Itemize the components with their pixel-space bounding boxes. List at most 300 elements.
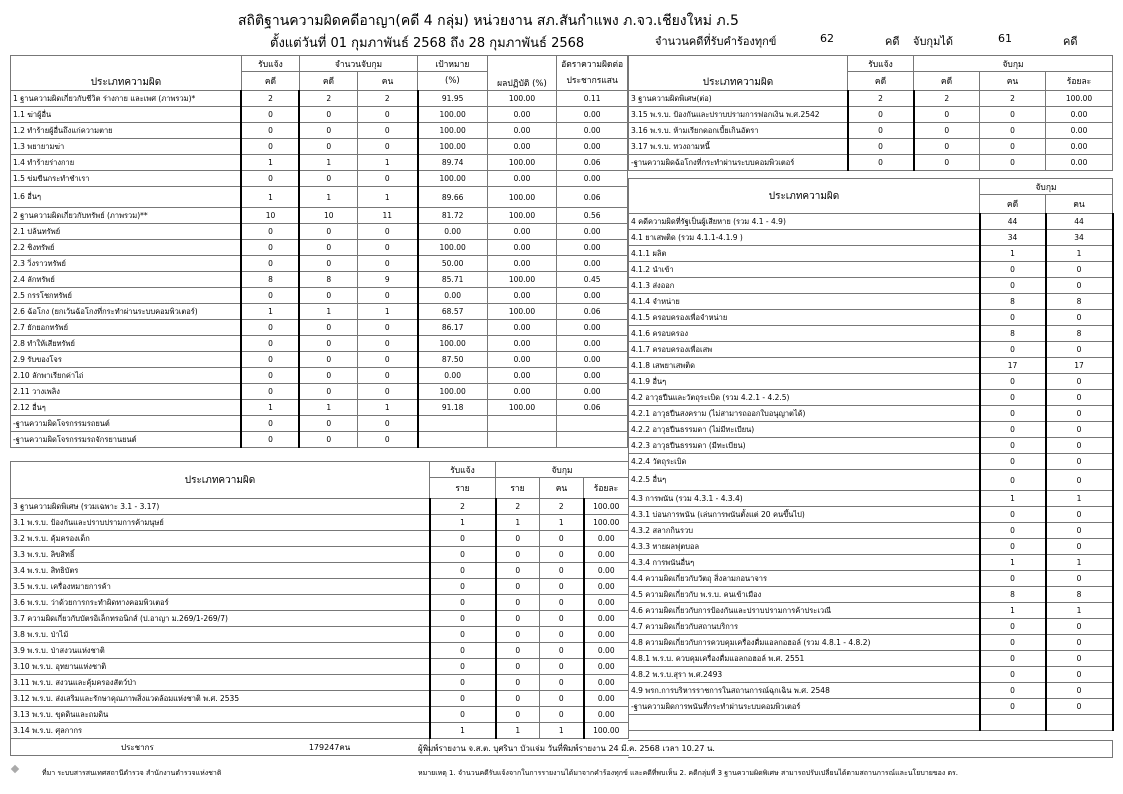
table-row <box>629 390 1113 406</box>
offense-label: 3.14 พ.ร.บ. ศุลกากร <box>11 723 430 739</box>
target-percent: 100.00 <box>418 123 488 139</box>
arrest-percent: 0.00 <box>584 691 629 707</box>
reported-cases: 0 <box>241 352 299 368</box>
arrested-cases: 0 <box>980 342 1046 358</box>
col-reported: รับแจ้ง <box>241 56 299 72</box>
arrested-cases: 2 <box>914 91 980 107</box>
offense-label: 3.17 พ.ร.บ. ทวงถามหนี้ <box>629 139 848 155</box>
table-row <box>629 262 1113 278</box>
arrested-persons: 0 <box>980 155 1046 171</box>
arrest-percent: 0.00 <box>584 547 629 563</box>
offense-label: 4.2 อาวุธปืนและวัตถุระเบิด (รวม 4.2.1 - 4.2.5) <box>629 390 980 406</box>
arrested-persons: 0 <box>357 224 417 240</box>
col-percent: ร้อยละ <box>584 478 629 499</box>
offense-label: 4.1.3 ส่งออก <box>629 278 980 294</box>
reported-cases: 0 <box>241 171 299 187</box>
reported-cases: 10 <box>241 208 299 224</box>
arrest-percent: 0.00 <box>1046 139 1113 155</box>
table-row <box>11 675 629 691</box>
offense-label: 1.4 ทำร้ายร่างกาย <box>11 155 242 171</box>
arrested-cases: 0 <box>496 707 540 723</box>
table-row <box>629 635 1113 651</box>
arrested-persons: 0 <box>357 352 417 368</box>
arrested-cases: 34 <box>980 230 1046 246</box>
result-percent: 0.00 <box>487 171 557 187</box>
reported-cases: 0 <box>430 611 496 627</box>
arrested-cases: 0 <box>299 384 357 400</box>
offense-label: 4.3.1 บ่อนการพนัน (เล่นการพนันตั้งแต่ 20 คนขึ้นไป) <box>629 507 980 523</box>
population-cell <box>11 739 430 756</box>
offense-label: 4.1.9 อื่นๆ <box>629 374 980 390</box>
arrested-persons: 1 <box>357 400 417 416</box>
table-row <box>629 294 1113 310</box>
arrest-percent: 100.00 <box>584 499 629 515</box>
table-crime-groups-1-2 <box>10 55 628 448</box>
arrested-persons: 0 <box>540 531 584 547</box>
table-row <box>11 659 629 675</box>
table-row <box>11 91 628 107</box>
population-label: ประชากร <box>121 742 154 752</box>
offense-label: 4.5 ความผิดเกี่ยวกับ พ.ร.บ. คนเข้าเมือง <box>629 587 980 603</box>
offense-label: 4.4 ความผิดเกี่ยวกับวัตถุ สิ่งลามกอนาจาร <box>629 571 980 587</box>
arrested-persons: 0 <box>357 288 417 304</box>
arrested-cases: 8 <box>980 294 1046 310</box>
arrested-persons: 1 <box>1046 491 1113 507</box>
offense-label: 3.2 พ.ร.บ. คุ้มครองเด็ก <box>11 531 430 547</box>
arrested-cases: 0 <box>914 123 980 139</box>
arrested-persons: 0 <box>1046 699 1113 715</box>
arrested-cases: 0 <box>299 224 357 240</box>
col-arrested-case: คดี <box>299 72 357 91</box>
reported-cases: 0 <box>430 659 496 675</box>
offense-label: 2 ฐานความผิดเกี่ยวกับทรัพย์ (ภาพรวม)** <box>11 208 242 224</box>
target-percent <box>418 416 488 432</box>
result-percent: 100.00 <box>487 272 557 288</box>
arrest-percent: 0.00 <box>1046 107 1113 123</box>
arrested-persons: 0 <box>540 627 584 643</box>
table-row <box>11 691 629 707</box>
reported-cases: 1 <box>241 304 299 320</box>
arrested-cases: 0 <box>914 155 980 171</box>
arrested-cases: 0 <box>914 139 980 155</box>
offense-label: 2.10 ลักพาเรียกค่าไถ่ <box>11 368 242 384</box>
reported-cases: 2 <box>430 499 496 515</box>
arrest-percent: 0.00 <box>584 595 629 611</box>
arrested-persons <box>1046 715 1113 731</box>
table-row <box>629 246 1113 262</box>
offense-label: 4.9 พรก.การบริหารราชการในสถานการณ์ฉุกเฉิน พ.ศ. 2548 <box>629 683 980 699</box>
arrested-persons: 0 <box>1046 667 1113 683</box>
reported-cases: 0 <box>241 123 299 139</box>
rate-per-100k: 0.00 <box>557 320 628 336</box>
offense-label: 4 คดีความผิดที่รัฐเป็นผู้เสียหาย (รวม 4.1 - 4.9) <box>629 214 980 230</box>
target-percent: 100.00 <box>418 384 488 400</box>
col-reported-ra: ราย <box>430 478 496 499</box>
offense-label: 4.8.1 พ.ร.บ. ควบคุมเครื่องดื่มแอลกอฮอล์ พ.ศ. 2551 <box>629 651 980 667</box>
reporter-line: ผู้พิมพ์รายงาน จ.ส.ต. บุศรินา บัวแจ่ม วันที่พิมพ์รายงาน 24 มี.ค. 2568 เวลา 10.27 น. <box>418 744 715 753</box>
reported-cases: 0 <box>430 627 496 643</box>
arrested-persons: 44 <box>1046 214 1113 230</box>
reported-cases: 0 <box>848 107 914 123</box>
table-row <box>629 91 1113 107</box>
result-percent: 100.00 <box>487 208 557 224</box>
col-reported-case: คดี <box>241 72 299 91</box>
arrested-persons: 0 <box>357 139 417 155</box>
table-row <box>629 139 1113 155</box>
arrested-cases: 0 <box>299 123 357 139</box>
table-row <box>11 707 629 723</box>
rate-per-100k: 0.00 <box>557 107 628 123</box>
arrested-cases: 0 <box>980 262 1046 278</box>
table-row <box>11 547 629 563</box>
col-arrested-person: คน <box>1046 195 1113 214</box>
table-row <box>629 123 1113 139</box>
arrest-percent: 0.00 <box>584 627 629 643</box>
arrest-percent: 100.00 <box>584 723 629 739</box>
target-percent: 100.00 <box>418 336 488 352</box>
table-row <box>629 278 1113 294</box>
table-row <box>629 406 1113 422</box>
footer-border <box>628 740 1113 758</box>
target-percent: 0.00 <box>418 288 488 304</box>
arrested-persons: 0 <box>357 320 417 336</box>
arrested-persons: 17 <box>1046 358 1113 374</box>
target-percent: 100.00 <box>418 240 488 256</box>
rate-per-100k: 0.00 <box>557 352 628 368</box>
table-row <box>11 579 629 595</box>
rate-per-100k: 0.56 <box>557 208 628 224</box>
target-percent: 89.66 <box>418 187 488 208</box>
arrested-cases: 0 <box>496 611 540 627</box>
arrested-cases: 2 <box>299 91 357 107</box>
table-state-victim-offenses <box>628 178 1114 731</box>
reported-cases: 0 <box>241 288 299 304</box>
col-type: ประเภทความผิด <box>11 462 430 499</box>
arrested-cases: 1 <box>980 555 1046 571</box>
reported-cases: 0 <box>241 107 299 123</box>
arrested-persons: 9 <box>357 272 417 288</box>
arrested-cases: 0 <box>299 352 357 368</box>
arrested-persons: 1 <box>1046 246 1113 262</box>
arrested-persons: 0 <box>1046 619 1113 635</box>
table-row <box>629 374 1113 390</box>
arrest-percent: 0.00 <box>584 563 629 579</box>
offense-label: 3.8 พ.ร.บ. ป่าไม้ <box>11 627 430 643</box>
offense-label: 2.5 กรรโชกทรัพย์ <box>11 288 242 304</box>
rate-per-100k: 0.00 <box>557 368 628 384</box>
table-row <box>11 171 628 187</box>
arrested-cases: 0 <box>299 432 357 448</box>
arrested-persons: 0 <box>357 336 417 352</box>
reported-cases: 0 <box>848 139 914 155</box>
rate-per-100k: 0.00 <box>557 336 628 352</box>
offense-label: 3.16 พ.ร.บ. ห้ามเรียกดอกเบี้ยเกินอัตรา <box>629 123 848 139</box>
table-row <box>629 422 1113 438</box>
offense-label: 4.6 ความผิดเกี่ยวกับการป้องกันและปราบปรามการค้าประเวณี <box>629 603 980 619</box>
target-percent: 100.00 <box>418 139 488 155</box>
offense-label: 4.1.7 ครอบครองเพื่อเสพ <box>629 342 980 358</box>
col-target: เป้าหมาย <box>418 56 488 72</box>
population-value: 179247คน <box>308 742 351 752</box>
table-special-offenses <box>10 461 629 756</box>
table-row <box>629 454 1113 470</box>
arrested-cases: 0 <box>496 595 540 611</box>
reported-cases: 0 <box>241 224 299 240</box>
arrested-cases: 0 <box>496 563 540 579</box>
col-arrested: จำนวนจับกุม <box>299 56 417 72</box>
table-row <box>11 384 628 400</box>
arrested-persons: 1 <box>540 515 584 531</box>
reported-cases: 1 <box>241 187 299 208</box>
arrested-persons: 0 <box>540 707 584 723</box>
case-summary <box>655 32 1078 50</box>
target-percent: 0.00 <box>418 224 488 240</box>
offense-label: 2.7 ยักยอกทรัพย์ <box>11 320 242 336</box>
col-percent: ร้อยละ <box>1046 72 1113 91</box>
col-arrested: จับกุม <box>914 56 1113 72</box>
offense-label: 3 ฐานความผิดพิเศษ(ต่อ) <box>629 91 848 107</box>
arrested-cases: 1 <box>299 304 357 320</box>
target-percent: 87.50 <box>418 352 488 368</box>
target-percent: 86.17 <box>418 320 488 336</box>
arrested-cases: 0 <box>980 619 1046 635</box>
rate-per-100k: 0.00 <box>557 288 628 304</box>
offense-label: 4.8 ความผิดเกี่ยวกับการควบคุมเครื่องดื่มแอลกอฮอล์ (รวม 4.8.1 - 4.8.2) <box>629 635 980 651</box>
arrested-cases: 0 <box>980 454 1046 470</box>
arrested-cases: 17 <box>980 358 1046 374</box>
arrested-persons: 0 <box>357 368 417 384</box>
arrested-cases: 0 <box>496 691 540 707</box>
arrested-cases: 0 <box>496 531 540 547</box>
rate-per-100k <box>557 432 628 448</box>
arrested-persons: 2 <box>357 91 417 107</box>
arrested-cases: 2 <box>496 499 540 515</box>
arrested-cases: 0 <box>980 507 1046 523</box>
result-percent: 0.00 <box>487 224 557 240</box>
offense-label: 3.13 พ.ร.บ. ขุดดินและถมดิน <box>11 707 430 723</box>
col-type: ประเภทความผิด <box>11 56 242 91</box>
arrested-persons: 0 <box>1046 374 1113 390</box>
arrested-cases: 0 <box>980 438 1046 454</box>
arrested-cases: 0 <box>980 667 1046 683</box>
offense-label: 3.15 พ.ร.บ. ป้องกันและปราบปรามการฟอกเงิน พ.ศ.2542 <box>629 107 848 123</box>
table-row <box>11 627 629 643</box>
offense-label: 1.6 อื่นๆ <box>11 187 242 208</box>
arrested-persons: 0 <box>1046 683 1113 699</box>
arrest-percent: 0.00 <box>1046 155 1113 171</box>
reported-cases: 0 <box>430 643 496 659</box>
arrested-persons: 0 <box>357 240 417 256</box>
offense-label: 3.9 พ.ร.บ. ป่าสงวนแห่งชาติ <box>11 643 430 659</box>
arrested-persons: 1 <box>357 304 417 320</box>
table-row <box>11 107 628 123</box>
arrested-persons: 0 <box>1046 406 1113 422</box>
table-row <box>629 715 1113 731</box>
rate-per-100k: 0.00 <box>557 256 628 272</box>
rate-per-100k: 0.00 <box>557 240 628 256</box>
offense-label: 4.1.8 เสพยาเสพติด <box>629 358 980 374</box>
arrested-cases: 0 <box>980 310 1046 326</box>
arrested-persons: 0 <box>1046 635 1113 651</box>
arrest-percent: 0.00 <box>584 659 629 675</box>
col-arrested-ra: ราย <box>496 478 540 499</box>
reported-cases: 0 <box>241 336 299 352</box>
reported-cases: 0 <box>241 416 299 432</box>
offense-label: 4.2.4 วัตถุระเบิด <box>629 454 980 470</box>
arrested-persons: 0 <box>540 579 584 595</box>
table-row <box>629 470 1113 491</box>
table-row <box>11 643 629 659</box>
arrested-cases: 0 <box>496 579 540 595</box>
arrested-unit: คดี <box>1063 35 1078 48</box>
arrested-cases: 0 <box>299 336 357 352</box>
arrested-persons: 0 <box>1046 571 1113 587</box>
reported-cases: 0 <box>241 240 299 256</box>
offense-label: 2.3 วิ่งราวทรัพย์ <box>11 256 242 272</box>
arrested-persons: 0 <box>540 659 584 675</box>
table-row <box>11 139 628 155</box>
arrested-persons: 0 <box>980 139 1046 155</box>
arrest-percent: 0.00 <box>584 675 629 691</box>
offense-label: 4.1.2 นำเข้า <box>629 262 980 278</box>
offense-label: 4.1.5 ครอบครองเพื่อจำหน่าย <box>629 310 980 326</box>
rate-per-100k: 0.11 <box>557 91 628 107</box>
arrest-percent: 0.00 <box>1046 123 1113 139</box>
target-percent: 81.72 <box>418 208 488 224</box>
arrested-persons: 0 <box>980 123 1046 139</box>
col-type: ประเภทความผิด <box>629 179 980 214</box>
arrested-cases <box>980 715 1046 731</box>
offense-label: -ฐานความผิดโจรกรรมรถยนต์ <box>11 416 242 432</box>
arrested-persons: 0 <box>540 675 584 691</box>
table-row <box>629 507 1113 523</box>
arrested-persons: 0 <box>540 691 584 707</box>
target-percent: 89.74 <box>418 155 488 171</box>
rate-per-100k: 0.06 <box>557 304 628 320</box>
rate-per-100k: 0.00 <box>557 139 628 155</box>
table-special-offenses-cont <box>628 55 1113 171</box>
table-row <box>629 230 1113 246</box>
result-percent: 0.00 <box>487 384 557 400</box>
offense-label: -ฐานความผิดฉ้อโกงที่กระทำผ่านระบบคอมพิวเตอร์ <box>629 155 848 171</box>
offense-label: 3.7 ความผิดเกี่ยวกับบัตรอิเล็กทรอนิกส์ (ป.อาญา ม.269/1-269/7) <box>11 611 430 627</box>
arrest-percent: 100.00 <box>584 515 629 531</box>
table-row <box>11 723 629 739</box>
result-percent: 0.00 <box>487 240 557 256</box>
arrested-cases: 0 <box>980 523 1046 539</box>
offense-label: 2.4 ลักทรัพย์ <box>11 272 242 288</box>
arrested-cases: 0 <box>299 368 357 384</box>
target-percent: 100.00 <box>418 107 488 123</box>
arrested-persons: 8 <box>1046 587 1113 603</box>
reported-cases: 1 <box>241 400 299 416</box>
arrested-persons: 0 <box>1046 523 1113 539</box>
reported-cases: 1 <box>430 723 496 739</box>
table-row <box>11 208 628 224</box>
arrested-persons: 0 <box>980 107 1046 123</box>
table-row <box>629 539 1113 555</box>
table-row <box>11 288 628 304</box>
arrested-persons: 0 <box>1046 470 1113 491</box>
arrested-persons: 0 <box>357 107 417 123</box>
table-row <box>11 123 628 139</box>
reported-cases: 0 <box>241 384 299 400</box>
table-row <box>11 187 628 208</box>
rate-per-100k: 0.00 <box>557 224 628 240</box>
result-percent <box>487 416 557 432</box>
reported-cases: 0 <box>430 547 496 563</box>
offense-label: 4.1.6 ครอบครอง <box>629 326 980 342</box>
offense-label: 1.2 ทำร้ายผู้อื่นถึงแก่ความตาย <box>11 123 242 139</box>
offense-label: 4.7 ความผิดเกี่ยวกับสถานบริการ <box>629 619 980 635</box>
result-percent: 0.00 <box>487 368 557 384</box>
reported-cases: 0 <box>241 368 299 384</box>
arrested-cases: 0 <box>299 171 357 187</box>
reported-cases: 0 <box>430 563 496 579</box>
arrested-cases: 0 <box>980 571 1046 587</box>
arrested-persons: 1 <box>357 187 417 208</box>
arrested-cases: 1 <box>299 187 357 208</box>
arrested-persons: 2 <box>980 91 1046 107</box>
table-row <box>11 432 628 448</box>
arrested-cases: 0 <box>980 539 1046 555</box>
offense-label: 3.11 พ.ร.บ. สงวนและคุ้มครองสัตว์ป่า <box>11 675 430 691</box>
arrested-cases: 0 <box>496 659 540 675</box>
offense-label: 2.2 ชิงทรัพย์ <box>11 240 242 256</box>
arrested-cases: 0 <box>299 240 357 256</box>
col-rate: อัตราความผิดต่อประชากรแสน <box>557 56 628 91</box>
arrested-cases: 0 <box>980 635 1046 651</box>
arrested-cases: 1 <box>980 603 1046 619</box>
arrested-persons: 0 <box>540 595 584 611</box>
result-percent: 0.00 <box>487 107 557 123</box>
arrested-persons: 0 <box>1046 539 1113 555</box>
arrested-persons: 0 <box>1046 422 1113 438</box>
arrested-cases: 0 <box>299 288 357 304</box>
offense-label: 3 ฐานความผิดพิเศษ (รวมเฉพาะ 3.1 - 3.17) <box>11 499 430 515</box>
col-arrested: จับกุม <box>980 179 1113 195</box>
col-target-pct: (%) <box>418 72 488 91</box>
arrested-cases: 0 <box>496 675 540 691</box>
arrested-cases: 8 <box>299 272 357 288</box>
col-arrested-case: คดี <box>914 72 980 91</box>
reported-cases: 0 <box>430 579 496 595</box>
table-row <box>11 416 628 432</box>
target-percent: 91.95 <box>418 91 488 107</box>
reported-cases: 1 <box>241 155 299 171</box>
arrested-persons: 11 <box>357 208 417 224</box>
arrested-cases: 1 <box>980 491 1046 507</box>
arrest-percent: 0.00 <box>584 579 629 595</box>
arrested-label: จับกุมได้ <box>913 35 954 48</box>
arrested-cases: 1 <box>299 155 357 171</box>
received-value: 62 <box>820 32 834 45</box>
arrested-value: 61 <box>998 32 1012 45</box>
offense-label: 4.1 ยาเสพติด (รวม 4.1.1-4.1.9 ) <box>629 230 980 246</box>
offense-label: 3.3 พ.ร.บ. ลิขสิทธิ์ <box>11 547 430 563</box>
table-row <box>629 491 1113 507</box>
arrested-cases: 0 <box>299 107 357 123</box>
arrested-persons: 8 <box>1046 294 1113 310</box>
table-row <box>629 699 1113 715</box>
arrest-percent: 0.00 <box>584 611 629 627</box>
arrest-percent: 0.00 <box>584 531 629 547</box>
reported-cases: 8 <box>241 272 299 288</box>
col-arrested-person: คน <box>357 72 417 91</box>
arrested-cases: 0 <box>299 256 357 272</box>
table-row <box>629 155 1113 171</box>
offense-label: 1.3 พยายามฆ่า <box>11 139 242 155</box>
